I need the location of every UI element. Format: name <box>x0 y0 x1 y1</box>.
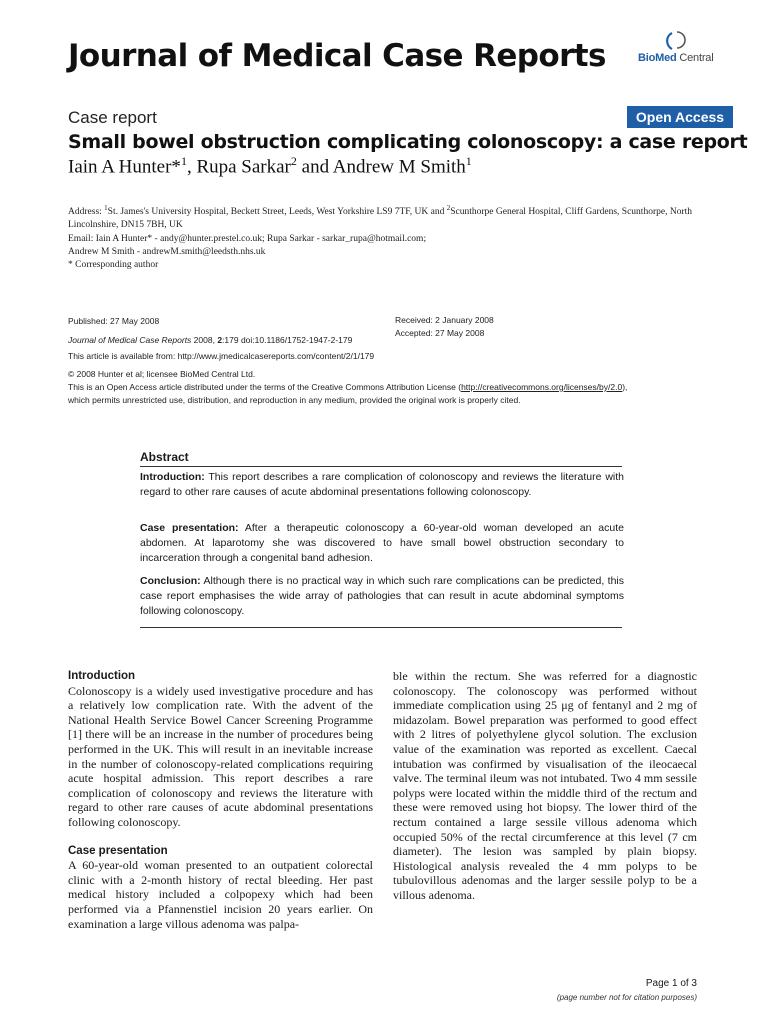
address-text: St. James's University Hospital, Beckett Street, Leeds, West Yorkshire LS9 7TF, UK and <box>107 207 447 218</box>
article-type: Case report <box>68 108 157 127</box>
citation <box>68 334 352 346</box>
abstract-text: After a therapeutic colonoscopy a 60-year-old woman developed an acute abdomen. At laparotomy she was discovered to have small bowel obstruction secondary to incarceration through a congenital band adhesion. <box>140 522 624 564</box>
address-affiliation: 2 <box>446 204 451 212</box>
case-presentation-text-part2: ble within the rectum. She was referred for a diagnostic colonoscopy. The colonoscopy was performed without immediate complication using 25 μg of fentanyl and 2 mg of midazolam. Bowel preparation was performed to good effect with 2 litres of polyethylene glycol solution. The exclusion value of the examination was reported as excellent. Caecal intubation was confirmed by visualisation of the ileocaecal valve. The terminal ileum was not intubated. Two 4 mm sessile polyps were located within the middle third of the rectum and these were removed using hot biopsy. The lower third of the rectum contained a large sessile villous adenoma which occupied 50% of the rectal circumference at this level (7 cm diameter). The lesion was sampled by plain biopsy. Histological analysis revealed the 4 mm polyps to be tubulovillous adenomas and the larger sessile polyp to be a villous adenoma. <box>393 669 697 902</box>
author-affiliation: 2 <box>290 154 297 168</box>
citation-volume: 2 <box>217 335 223 345</box>
author-affiliation: 1 <box>180 154 187 168</box>
open-access-badge: Open Access <box>627 106 733 128</box>
abstract-label: Introduction: <box>140 471 205 483</box>
author-affiliation: 1 <box>465 154 472 168</box>
address-label: Address: <box>68 207 105 218</box>
received-date: Received: 2 January 2008 <box>395 315 494 325</box>
abstract-text: Although there is no practical way in which such rare complications can be predicted, this case report emphasises the wide array of pathologies that can result in acute abdominal symptoms following colonoscopy. <box>140 575 624 617</box>
author-address <box>68 202 708 232</box>
address-affiliation: 1 <box>104 204 108 212</box>
page-number-note: (page number not for citation purposes) <box>556 993 697 1002</box>
availability-url[interactable]: This article is available from: http://www.jmedicalcasereports.com/content/2/1/179 <box>68 351 375 361</box>
accepted-date: Accepted: 27 May 2008 <box>395 328 485 338</box>
abstract-case-presentation <box>140 521 624 566</box>
author-name: , Rupa Sarkar <box>186 156 291 178</box>
license-line <box>68 381 627 393</box>
biomed-central-logo <box>628 30 714 70</box>
abstract-bottom-divider <box>140 627 622 628</box>
section-heading-introduction: Introduction <box>68 670 136 682</box>
address-text: Scunthorpe General Hospital, Cliff Gardens, Scunthorpe, North Lincolnshire, DN15 7BH, UK <box>68 207 692 231</box>
citation-doi: :179 doi:10.1186/1752-1947-2-179 <box>222 335 353 345</box>
journal-title: Journal of Medical Case Reports <box>68 38 606 74</box>
license-text: This is an Open Access article distributed under the terms of the Creative Commons Attribution License ( <box>68 382 462 392</box>
abstract-heading: Abstract <box>140 450 189 464</box>
citation-year: 2008, <box>191 335 218 345</box>
corresponding-author-note: * Corresponding author <box>68 260 159 270</box>
biomed-logo-icon <box>666 30 690 52</box>
publisher-bio: BioMed <box>638 52 677 64</box>
author-emails <box>68 233 708 259</box>
license-text: ), <box>622 382 628 392</box>
license-line: which permits unrestricted use, distribution, and reproduction in any medium, provided the original work is properly cited. <box>68 395 521 405</box>
email-line: Email: Iain A Hunter* - andy@hunter.prestel.co.uk; Rupa Sarkar - sarkar_rupa@hotmail.com; <box>68 234 427 244</box>
publisher-wordmark <box>638 52 713 64</box>
abstract-introduction <box>140 470 624 500</box>
author-name: and Andrew M Smith <box>296 156 466 178</box>
body-column-right <box>393 669 697 903</box>
email-line: Andrew M Smith - andrewM.smith@leedsth.nhs.uk <box>68 247 266 257</box>
abstract-text: This report describes a rare complication of colonoscopy and reviews the literature with regard to other rare causes of acute abdominal presentations following colonoscopy. <box>140 471 624 498</box>
published-date: Published: 27 May 2008 <box>68 316 160 326</box>
abstract-top-divider <box>140 466 622 467</box>
case-presentation-text-part1: A 60-year-old woman presented to an outpatient colorectal clinic with a 2-month history of rectal bleeding. Her past medical history included a colpopexy which had been performed via a Pfannenstiel incision 20 years earlier. On examination a large villous adenoma was palpa- <box>68 858 373 931</box>
abstract-conclusion <box>140 574 624 619</box>
body-column-left <box>68 669 373 931</box>
copyright-notice: © 2008 Hunter et al; licensee BioMed Central Ltd. <box>68 369 256 379</box>
section-heading-case-presentation: Case presentation <box>68 844 168 857</box>
page-number: Page 1 of 3 <box>645 978 697 989</box>
citation-journal: Journal of Medical Case Reports <box>68 335 192 345</box>
article-title: Small bowel obstruction complicating colonoscopy: a case report <box>68 131 748 153</box>
author-list <box>68 154 472 178</box>
introduction-text: Colonoscopy is a widely used investigative procedure and has a relatively low complication rate. With the advent of the National Health Service Bowel Cancer Screening Programme [1] there will be an increase in the number of procedures being performed in the UK. This will result in an inevitable increase in the number of colonoscopy-related complications requiring acute hospital admission. This report describes a rare complication of colonoscopy and reviews the literature with regard to other rare causes of acute abdominal presentations following colonoscopy. <box>68 683 373 829</box>
abstract-label: Case presentation: <box>140 522 239 534</box>
publisher-central: Central <box>676 52 714 64</box>
author-name: Iain A Hunter* <box>68 156 181 178</box>
abstract-label: Conclusion: <box>140 575 201 587</box>
license-link[interactable]: http://creativecommons.org/licenses/by/2.0 <box>461 382 623 392</box>
